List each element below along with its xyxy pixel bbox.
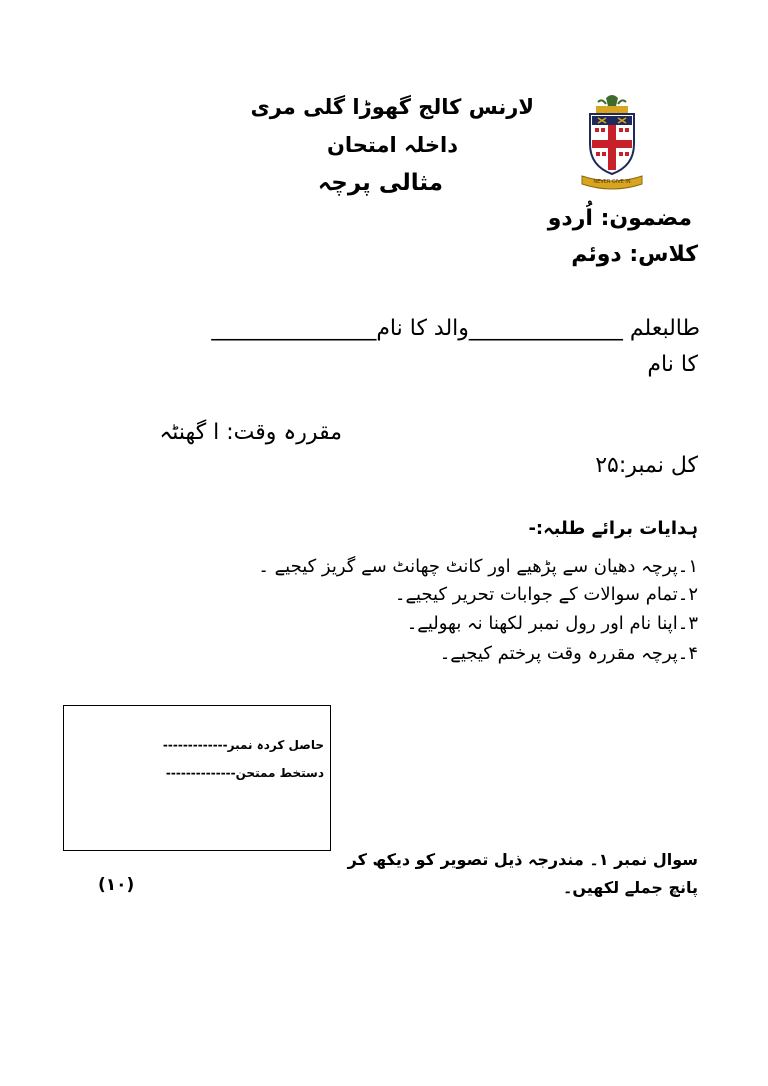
question-1-line1: سوال نمبر ۱۔ مندرجہ ذیل تصویر کو دیکھ کر xyxy=(347,850,698,869)
student-name-line-continued: کا نام xyxy=(647,352,698,377)
school-crest-logo xyxy=(578,92,646,192)
instruction-item-4: ۴۔پرچہ مقررہ وقت پرختم کیجیے۔ xyxy=(439,643,698,664)
time-allowed: مقررہ وقت: ا گھنٹہ xyxy=(159,420,342,445)
examiner-signature-label: دستخط ممتحن-------------- xyxy=(165,766,324,780)
subject-label: مضمون: اُردو xyxy=(547,206,692,231)
student-name-line: طالبعلم ______________والد کا نام_______________ xyxy=(211,316,700,341)
crest-motto: NEVER GIVE IN xyxy=(593,179,631,185)
instructions-heading: ہدایات برائے طلبہ:- xyxy=(528,518,698,539)
marks-box xyxy=(63,705,331,851)
class-label: کلاس: دوئم xyxy=(571,242,698,267)
paper-type: مثالی پرچہ xyxy=(317,170,443,196)
school-name: لارنس کالج گھوڑا گلی مری xyxy=(250,95,534,119)
instruction-item-1: ۱۔پرچہ دھیان سے پڑھیے اور کانٹ چھانٹ سے گریز کیجیے ۔ xyxy=(258,556,698,577)
question-1-line2: پانچ جملے لکھیں۔ xyxy=(562,878,698,897)
question-1-marks: (۱۰) xyxy=(98,875,135,895)
instruction-item-3: ۳۔اپنا نام اور رول نمبر لکھنا نہ بھولیے۔ xyxy=(406,613,698,634)
marks-obtained-label: حاصل کردہ نمبر------------- xyxy=(162,738,324,752)
instruction-item-2: ۲۔تمام سوالات کے جوابات تحریر کیجیے۔ xyxy=(394,584,698,605)
total-marks: کل نمبر:۲۵ xyxy=(595,453,698,478)
exam-type: داخلہ امتحان xyxy=(326,133,458,157)
